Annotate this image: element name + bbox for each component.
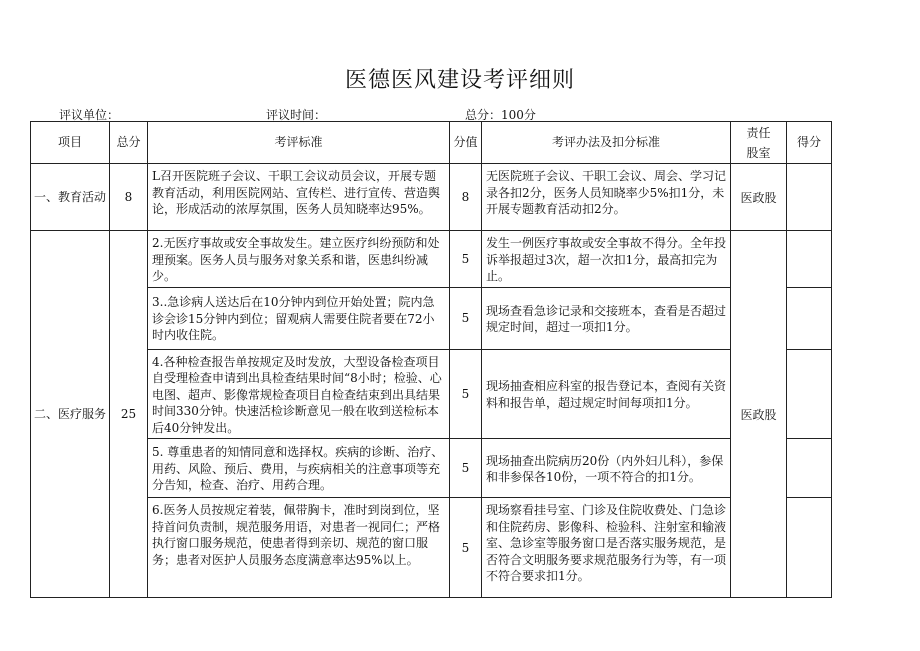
header-score: 得分 <box>787 122 832 164</box>
score-cell <box>787 164 832 231</box>
standard-cell: 2.无医疗事故或安全事故发生。建立医疗纠纷预防和处理预案。医务人员与服务对象关系和谐，医患纠纷减少。 <box>148 231 450 288</box>
method-cell: 发生一例医疗事故或安全事故不得分。全年投诉举报超过3次，超一次扣1分，最高扣完为止。 <box>482 231 731 288</box>
table-row <box>31 498 832 598</box>
score-cell <box>787 231 832 288</box>
group-item-cell: 一、教育活动 <box>31 164 110 231</box>
standard-cell: L召开医院班子会议、干职工会议动员会议，开展专题教育活动，利用医院网站、宣传栏、进行宣传、营造舆论，形成活动的浓厚氛围，医务人员知晓率达95%。 <box>148 164 450 231</box>
header-row <box>31 122 832 164</box>
review-time-label: 评议时间： <box>266 108 327 122</box>
group-total-cell: 25 <box>110 231 148 598</box>
header-total: 总分 <box>110 122 148 164</box>
group-item-cell: 二、医疗服务 <box>31 231 110 598</box>
table-row <box>31 164 832 231</box>
standard-cell: 4.各种检查报告单按规定及时发放，大型设备检查项目自受理检查申请到出具检查结果时间“8小时；检验、心电图、超声、影像常规检查项目自检查结束到出具结果时间330分钟。快速活检诊断意见一般在收到送检标本后40分钟发出。 <box>148 349 450 439</box>
evaluation-table <box>30 121 832 598</box>
header-dept-line2: 股室 <box>746 145 771 160</box>
table-row <box>31 231 832 288</box>
points-cell: 5 <box>450 439 482 498</box>
method-cell: 现场查看急诊记录和交接班本，查看是否超过规定时间，超过一项扣1分。 <box>482 287 731 349</box>
table-row <box>31 287 832 349</box>
table-row <box>31 349 832 439</box>
standard-cell: 5. 尊重患者的知情同意和选择权。疾病的诊断、治疗、用药、风险、预后、费用，与疾病相关的注意事项等充分告知，检查、治疗、用药合理。 <box>148 439 450 498</box>
points-cell: 5 <box>450 498 482 598</box>
score-cell <box>787 439 832 498</box>
standard-cell: 3..急诊病人送达后在10分钟内到位开始处置；院内急诊会诊15分钟内到位；留观病人需要住院者要在72小时内收住院。 <box>148 287 450 349</box>
score-cell <box>787 498 832 598</box>
method-cell: 无医院班子会议、干职工会议、周会、学习记录各扣2分，医务人员知晓率少5%扣1分，未开展专题教育活动扣2分。 <box>482 164 731 231</box>
review-unit-label: 评议单位： <box>59 108 120 122</box>
method-cell: 现场抽查出院病历20份（内外妇儿科），参保和非参保各10份，一项不符合的扣1分。 <box>482 439 731 498</box>
total-score-label: 总分：100分 <box>465 108 536 122</box>
standard-cell: 6.医务人员按规定着装，佩带胸卡，准时到岗到位，坚持首问负责制，规范服务用语，对患者一视同仁；严格执行窗口服务规范，使患者得到亲切、规范的窗口服务；患者对医护人员服务态度满意率达95%以上。 <box>148 498 450 598</box>
points-cell: 5 <box>450 287 482 349</box>
table-row <box>31 439 832 498</box>
points-cell: 5 <box>450 231 482 288</box>
header-method: 考评办法及扣分标准 <box>482 122 731 164</box>
score-cell <box>787 349 832 439</box>
method-cell: 现场抽查相应科室的报告登记本，查阅有关资料和报告单，超过规定时间每项扣1分。 <box>482 349 731 439</box>
method-cell: 现场察看挂号室、门诊及住院收费处、门急诊和住院药房、影像科、检验科、注射室和输液室、急诊室等服务窗口是否落实服务规范，是否符合文明服务要求规范服务行为等，有一项不符合要求扣1分。 <box>482 498 731 598</box>
header-item: 项目 <box>31 122 110 164</box>
dept-cell: 医政股 <box>731 164 787 231</box>
header-points: 分值 <box>450 122 482 164</box>
page-title: 医德医风建设考评细则 <box>344 68 575 93</box>
header-dept <box>731 122 787 164</box>
points-cell: 8 <box>450 164 482 231</box>
dept-cell: 医政股 <box>731 231 787 598</box>
header-standard: 考评标准 <box>148 122 450 164</box>
group-total-cell: 8 <box>110 164 148 231</box>
header-dept-line1: 责任 <box>746 125 771 140</box>
score-cell <box>787 287 832 349</box>
points-cell: 5 <box>450 349 482 439</box>
